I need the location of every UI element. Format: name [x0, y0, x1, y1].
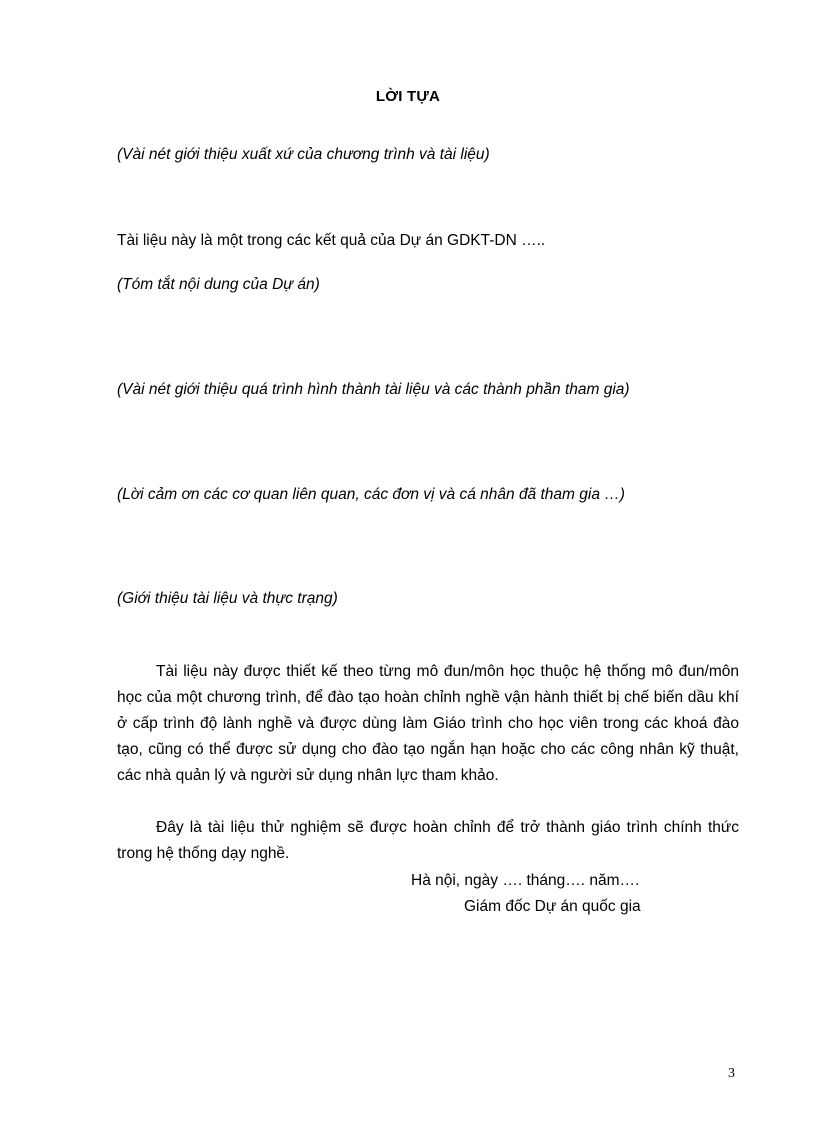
note-thanks: (Lời cảm ơn các cơ quan liên quan, các đơn vị và cá nhân đã tham gia …) — [117, 486, 625, 503]
note-summary: (Tóm tắt nội dung của Dự án) — [117, 276, 320, 293]
note-formation: (Vài nét giới thiệu quá trình hình thành tài liệu và các thành phần tham gia) — [117, 381, 630, 398]
page-title: LỜI TỰA — [375, 88, 441, 105]
note-intro: (Giới thiệu tài liệu và thực trạng) — [117, 590, 338, 607]
signature-date: Hà nội, ngày …. tháng…. năm…. — [411, 872, 640, 889]
body-paragraph-1: Tài liệu này được thiết kế theo từng mô đun/môn học thuộc hệ thống mô đun/môn học của một chương trình, để đào tạo hoàn chỉnh nghề vận hành thiết bị chế biến dầu khí ở cấp trình độ lành nghề và được dùng làm Giáo trình cho học viên trong các khoá đào tạo, cũng có thể được sử dụng cho đào tạo ngắn hạn hoặc cho các công nhân kỹ thuật, các nhà quản lý và người sử dụng nhân lực tham khảo. — [117, 663, 739, 784]
page-number: 3 — [728, 1066, 735, 1081]
note-origin: (Vài nét giới thiệu xuất xứ của chương trình và tài liệu) — [117, 146, 490, 163]
signature-title: Giám đốc Dự án quốc gia — [464, 898, 641, 915]
body-paragraph-2: Đây là tài liệu thử nghiệm sẽ được hoàn chỉnh để trở thành giáo trình chính thức trong hệ thống dạy nghề. — [117, 819, 739, 862]
intro-line: Tài liệu này là một trong các kết quả của Dự án GDKT-DN ….. — [117, 232, 546, 249]
